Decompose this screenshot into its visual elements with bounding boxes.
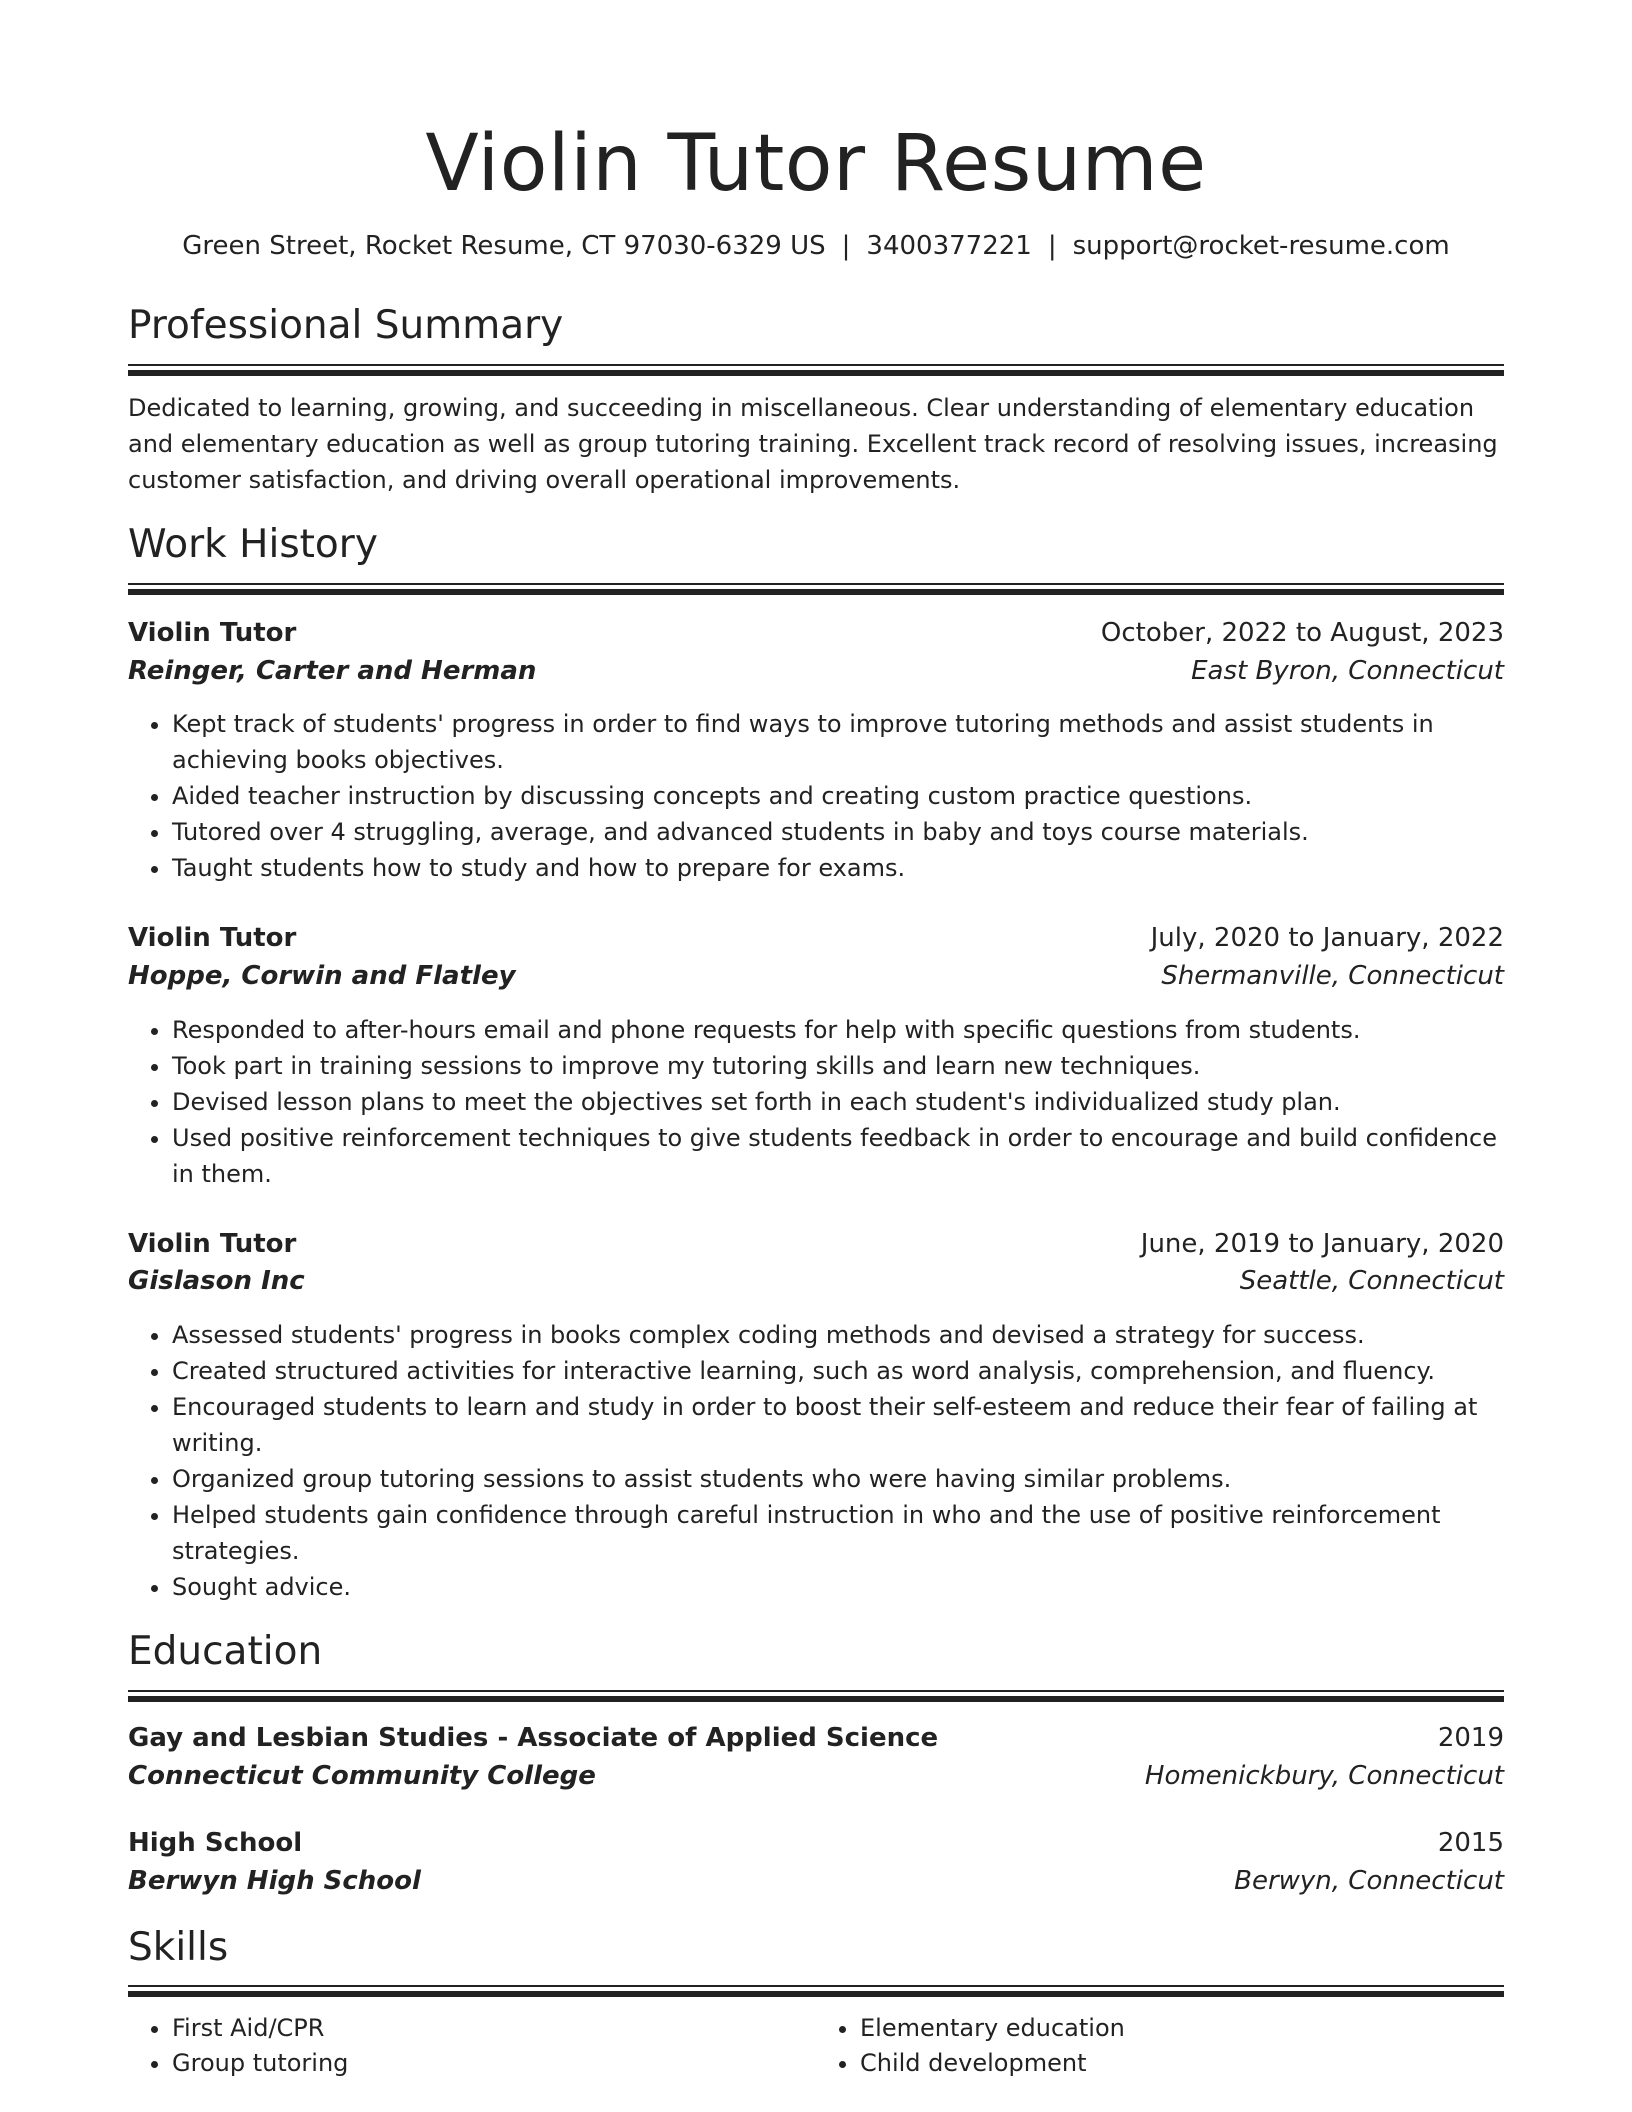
education-location: Berwyn, Connecticut: [1234, 1865, 1504, 1896]
summary-heading: Professional Summary: [128, 303, 564, 349]
education-section: [128, 1629, 1504, 1901]
skill-item: • Child development: [860, 2046, 1504, 2081]
education-year: 2019: [1437, 1722, 1504, 1753]
education-entry: [128, 1825, 1504, 1900]
job-header-row: [128, 1226, 1504, 1264]
contact-separator: |: [1047, 230, 1057, 261]
job-org-row: [128, 1263, 1504, 1301]
skill-item: • First Aid/CPR: [172, 2011, 816, 2046]
skills-section: [128, 1925, 1504, 2081]
job-bullet: • Aided teacher instruction by discussing concepts and creating custom practice questions.: [172, 778, 1504, 814]
job-location: Shermanville, Connecticut: [1161, 961, 1504, 992]
education-school: Connecticut Community College: [128, 1760, 596, 1791]
job-bullet: • Devised lesson plans to meet the objectives set forth in each student's individualized study plan.: [172, 1084, 1504, 1120]
contact-line: [128, 230, 1504, 264]
job-company: Gislason Inc: [128, 1266, 305, 1297]
education-year: 2015: [1437, 1828, 1504, 1859]
job-bullet: • Created structured activities for interactive learning, such as word analysis, comprehension, and fluency.: [172, 1353, 1504, 1389]
work-history-section: [128, 522, 1504, 1605]
job-bullet: • Kept track of students' progress in order to find ways to improve tutoring methods and assist students in achieving books objectives.: [172, 706, 1504, 778]
job-bullets: [128, 1317, 1504, 1605]
education-degree: High School: [128, 1828, 303, 1859]
skills-column-right: [816, 2011, 1504, 2081]
job-bullets: [128, 706, 1504, 886]
job-header-row: [128, 920, 1504, 958]
education-heading: Education: [128, 1629, 323, 1675]
job-bullet: • Helped students gain confidence through careful instruction in who and the use of positive reinforcement strategies.: [172, 1497, 1504, 1569]
contact-email: support@rocket-resume.com: [1072, 230, 1450, 261]
job-location: Seattle, Connecticut: [1239, 1266, 1504, 1297]
contact-address: Green Street, Rocket Resume, CT 97030-6329 US: [182, 230, 826, 261]
job-title: Violin Tutor: [128, 1228, 297, 1259]
job-bullet: • Responded to after-hours email and phone requests for help with specific questions from students.: [172, 1012, 1504, 1048]
job-title: Violin Tutor: [128, 617, 297, 648]
education-location: Homenickbury, Connecticut: [1144, 1760, 1504, 1791]
education-degree: Gay and Lesbian Studies - Associate of Applied Science: [128, 1722, 939, 1753]
job-company: Hoppe, Corwin and Flatley: [128, 961, 516, 992]
section-divider: [128, 583, 1504, 595]
job-bullet: • Took part in training sessions to improve my tutoring skills and learn new techniques.: [172, 1048, 1504, 1084]
job-entry: [128, 1226, 1504, 1605]
skills-grid: [128, 2011, 1504, 2081]
summary-text: Dedicated to learning, growing, and succeeding in miscellaneous. Clear understanding of elementary education and elementary education as well as group tutoring training. Excellent track record of resolving issues, increasing customer satisfaction, and driving overall operational improvements.: [128, 394, 1498, 495]
education-header-row: [128, 1825, 1504, 1863]
job-entry: [128, 615, 1504, 886]
education-school: Berwyn High School: [128, 1865, 421, 1896]
skills-column-left: [128, 2011, 816, 2081]
skills-heading: Skills: [128, 1924, 229, 1970]
job-title: Violin Tutor: [128, 923, 297, 954]
job-dates: July, 2020 to January, 2022: [1150, 923, 1504, 954]
job-location: East Byron, Connecticut: [1191, 655, 1504, 686]
job-bullet: • Encouraged students to learn and study in order to boost their self-esteem and reduce their fear of failing at writing.: [172, 1389, 1504, 1461]
education-header-row: [128, 1720, 1504, 1758]
job-bullet: • Tutored over 4 struggling, average, and advanced students in baby and toys course materials.: [172, 814, 1504, 850]
job-bullet: • Taught students how to study and how to prepare for exams.: [172, 850, 1504, 886]
work-history-heading: Work History: [128, 522, 378, 568]
job-dates: October, 2022 to August, 2023: [1100, 617, 1504, 648]
summary-section: [128, 303, 1504, 498]
job-dates: June, 2019 to January, 2020: [1140, 1228, 1504, 1259]
job-bullet: • Used positive reinforcement techniques to give students feedback in order to encourage and build confidence in them.: [172, 1120, 1504, 1192]
resume-title: Violin Tutor Resume: [425, 119, 1207, 209]
education-entry: [128, 1720, 1504, 1795]
section-divider: [128, 364, 1504, 376]
job-bullet: • Organized group tutoring sessions to assist students who were having similar problems.: [172, 1461, 1504, 1497]
education-school-row: [128, 1758, 1504, 1796]
job-org-row: [128, 653, 1504, 691]
job-bullet: • Assessed students' progress in books complex coding methods and devised a strategy for success.: [172, 1317, 1504, 1353]
contact-phone: 3400377221: [866, 230, 1032, 261]
skill-item: • Group tutoring: [172, 2046, 816, 2081]
section-divider: [128, 1690, 1504, 1702]
job-bullets: [128, 1012, 1504, 1192]
job-header-row: [128, 615, 1504, 653]
job-entry: [128, 920, 1504, 1191]
skill-item: • Elementary education: [860, 2011, 1504, 2046]
education-school-row: [128, 1863, 1504, 1901]
contact-separator: |: [841, 230, 851, 261]
job-company: Reinger, Carter and Herman: [128, 655, 537, 686]
job-org-row: [128, 958, 1504, 996]
section-divider: [128, 1985, 1504, 1997]
job-bullet: • Sought advice.: [172, 1569, 1504, 1605]
